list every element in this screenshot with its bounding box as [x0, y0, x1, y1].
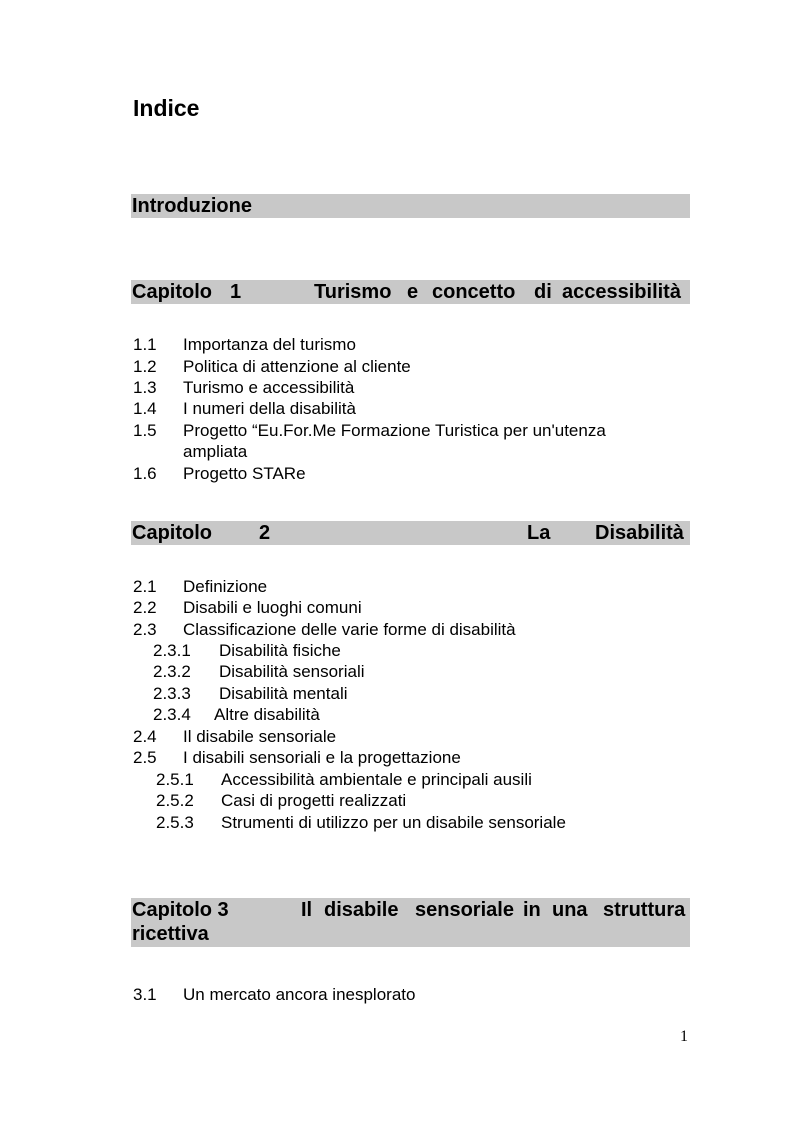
toc-entry-text: Il disabile sensoriale	[183, 727, 337, 746]
toc-entry-text: ampliata	[183, 442, 248, 461]
toc-entry-text: Un mercato ancora inesplorato	[183, 985, 416, 1004]
chapter-1-title-word: accessibilità	[562, 281, 681, 303]
section-introduzione-label: Introduzione	[132, 195, 252, 217]
chapter-3-heading[interactable]	[131, 898, 690, 947]
toc-entry-number: 2.4	[133, 727, 157, 746]
toc-entry-number: 2.5.3	[156, 813, 194, 832]
toc-entry-text: Progetto STARe	[183, 464, 306, 483]
toc-entry-text: Casi di progetti realizzati	[221, 791, 407, 810]
chapter-3-label: Capitolo 3	[132, 899, 229, 921]
toc-entry-text: Definizione	[183, 577, 268, 596]
chapter-3-title-word: Il	[301, 899, 313, 921]
chapter-1-heading[interactable]	[131, 280, 690, 304]
toc-entry-number: 1.2	[133, 357, 157, 376]
chapter-3-title-word: disabile	[324, 899, 399, 921]
toc-entry-text: I numeri della disabilità	[183, 399, 356, 418]
chapter-3-title-word: struttura	[603, 899, 686, 921]
toc-entry-number: 2.3.1	[153, 641, 191, 660]
chapter-2-number: 2	[259, 522, 271, 544]
toc-entry-number: 1.4	[133, 399, 157, 418]
chapter-3-title-word: in	[523, 899, 541, 921]
toc-entry-number: 1.6	[133, 464, 157, 483]
toc-entry-number: 2.1	[133, 577, 157, 596]
toc-entry-text: Disabilità mentali	[219, 684, 348, 703]
toc-entry-number: 2.5.2	[156, 791, 194, 810]
chapter-2-heading[interactable]	[131, 521, 690, 545]
chapter-1-number: 1	[230, 281, 242, 303]
toc-entry-number: 2.3.4	[153, 705, 191, 724]
toc-entry-text: Accessibilità ambientale e principali ausili	[221, 770, 532, 789]
chapter-1-label: Capitolo	[132, 281, 212, 303]
toc-entry-text: Disabilità fisiche	[219, 641, 341, 660]
chapter-2-label: Capitolo	[132, 522, 212, 544]
chapter-1-title-word: e	[407, 281, 419, 303]
chapter-2-title-word: Disabilità	[595, 522, 684, 544]
toc-entry-text: Strumenti di utilizzo per un disabile sensoriale	[221, 813, 566, 832]
toc-entry-number: 1.1	[133, 335, 157, 354]
section-introduzione[interactable]	[131, 194, 690, 218]
toc-entry-number: 2.3	[133, 620, 157, 639]
page-number: 1	[680, 1028, 688, 1045]
toc-entry-number: 1.5	[133, 421, 157, 440]
toc-entry-text: Politica di attenzione al cliente	[183, 357, 411, 376]
toc-entry-number: 3.1	[133, 985, 157, 1004]
chapter-3-title-line2: ricettiva	[132, 923, 209, 945]
toc-entry-number: 2.3.2	[153, 662, 191, 681]
toc-entry-text: Disabilità sensoriali	[219, 662, 365, 681]
toc-entry-number: 2.3.3	[153, 684, 191, 703]
toc-entry-number: 2.2	[133, 598, 157, 617]
chapter-3-title-word: sensoriale	[415, 899, 514, 921]
chapter-3-title-word: una	[552, 899, 588, 921]
page-title: Indice	[133, 95, 200, 121]
chapter-1-title-word: di	[534, 281, 552, 303]
toc-entry-number: 2.5	[133, 748, 157, 767]
toc-entry-number: 1.3	[133, 378, 157, 397]
chapter-2-title-word: La	[527, 522, 551, 544]
toc-entry-text: Progetto “Eu.For.Me Formazione Turistica per un'utenza	[183, 421, 606, 440]
toc-entry-text: Disabili e luoghi comuni	[183, 598, 362, 617]
toc-entry-text: Turismo e accessibilità	[183, 378, 355, 397]
toc-entry-text: Importanza del turismo	[183, 335, 356, 354]
toc-entry-number: 2.5.1	[156, 770, 194, 789]
toc-entry-text: Altre disabilità	[214, 705, 320, 724]
toc-entry-text: I disabili sensoriali e la progettazione	[183, 748, 461, 767]
toc-entry-text: Classificazione delle varie forme di disabilità	[183, 620, 516, 639]
chapter-1-title-word: concetto	[432, 281, 516, 303]
chapter-1-title-word: Turismo	[314, 281, 392, 303]
